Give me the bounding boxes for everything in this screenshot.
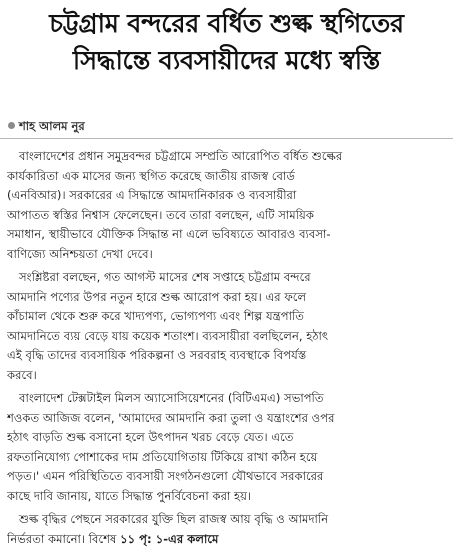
text-line: বাণিজ্যে অনিশ্চয়তা দেখা দেবে। — [7, 246, 153, 261]
bullet-icon — [8, 122, 15, 129]
text-line: আপাতত স্বস্তির নিশ্বাস ফেলেছেন। তবে তারা বলছেন, এটি সাময়িক — [7, 207, 314, 222]
text-line: আমদানি পণ্যের উপর নতুন হারে শুল্ক আরোপ করা হয়। এর ফলে — [7, 289, 307, 304]
paragraph-3 — [7, 389, 446, 506]
paragraph-1 — [7, 147, 446, 264]
text-line: রফতানিযোগ্য পোশাকের দাম প্রতিযোগিতায় টিকিয়ে রাখা কঠিন হয়ে — [7, 449, 318, 464]
text-line: নির্ভরতা কমানো। বিশেষ — [7, 531, 117, 546]
byline-divider — [0, 138, 453, 139]
text-line: হঠাৎ বাড়তি শুল্ক বসানো হলে উৎপাদন খরচ বেড়ে যেত। এতে — [7, 430, 294, 444]
text-line: (এনবিআর)। সরকারের এ সিদ্ধান্তে আমদানিকারক ও ব্যবসায়ীরা — [7, 188, 297, 202]
text-line: কাঁচামাল থেকে শুরু করে খাদ্যপণ্য, ভোগ্যপণ্য এবং শিল্প যন্ত্রপাতি — [7, 309, 304, 323]
byline-author: শাহ আলম নুর — [19, 119, 85, 133]
text-line: কার্যকারিতা এক মাসের জন্য স্থগিত করেছে জাতীয় রাজস্ব বোর্ড — [7, 168, 295, 183]
headline-line-2: সিদ্ধান্তে ব্যবসায়ীদের মধ্যে স্বস্তি — [72, 46, 381, 76]
continuation-jump: ১১ পৃ: ১-এর কলামে — [120, 531, 219, 546]
text-line-with-jump — [7, 530, 446, 550]
text-line: সংশ্লিষ্টরা বলছেন, গত আগস্ট মাসের শেষ সপ্তাহে চট্টগ্রাম বন্দরে — [19, 270, 311, 284]
text-line: বাংলাদেশ টেক্সটাইল মিলস অ্যাসোসিয়েশনের (বিটিএমএ) সভাপতি — [19, 391, 324, 405]
text-line: আমদানিতে ব্যয় বেড়ে যায় কয়েক শতাংশ। ব্যবসায়ীরা বলছিলেন, হঠাৎ — [7, 328, 329, 343]
text-line: করবে। — [7, 367, 37, 382]
text-line: পড়ত।' এমন পরিস্থিতিতে ব্যবসায়ী সংগঠনগুলো যৌথভাবে সরকারের — [7, 469, 324, 483]
byline — [8, 118, 85, 137]
headline — [0, 6, 453, 80]
text-line: বাংলাদেশের প্রধান সমুদ্রবন্দর চট্টগ্রামে সম্প্রতি আরোপিত বর্ধিত শুল্কের — [19, 149, 343, 163]
article-body — [7, 147, 446, 553]
text-line: কাছে দাবি জানায়, যাতে সিদ্ধান্ত পুনর্বিবেচনা করা হয়। — [7, 488, 252, 503]
text-line: শওকত আজিজ বলেন, 'আমাদের আমদানি করা তুলা ও যন্ত্রাংশের ওপর — [7, 410, 335, 425]
text-line: সমাধান, স্থায়ীভাবে যৌক্তিক সিদ্ধান্ত না এলে ভবিষ্যতে আবারও ব্যবসা- — [7, 227, 331, 241]
headline-line-1: চট্টগ্রাম বন্দরের বর্ধিত শুল্ক স্থগিতের — [49, 9, 404, 39]
text-line: এই বৃদ্ধি তাদের ব্যবসায়িক পরিকল্পনা ও সরবরাহ ব্যবস্থাকে বিপর্যস্ত — [7, 348, 307, 362]
paragraph-4 — [7, 510, 446, 549]
paragraph-2 — [7, 268, 446, 385]
text-line: শুল্ক বৃদ্ধির পেছনে সরকারের যুক্তি ছিল রাজস্ব আয় বৃদ্ধি ও আমদানি — [19, 512, 329, 526]
